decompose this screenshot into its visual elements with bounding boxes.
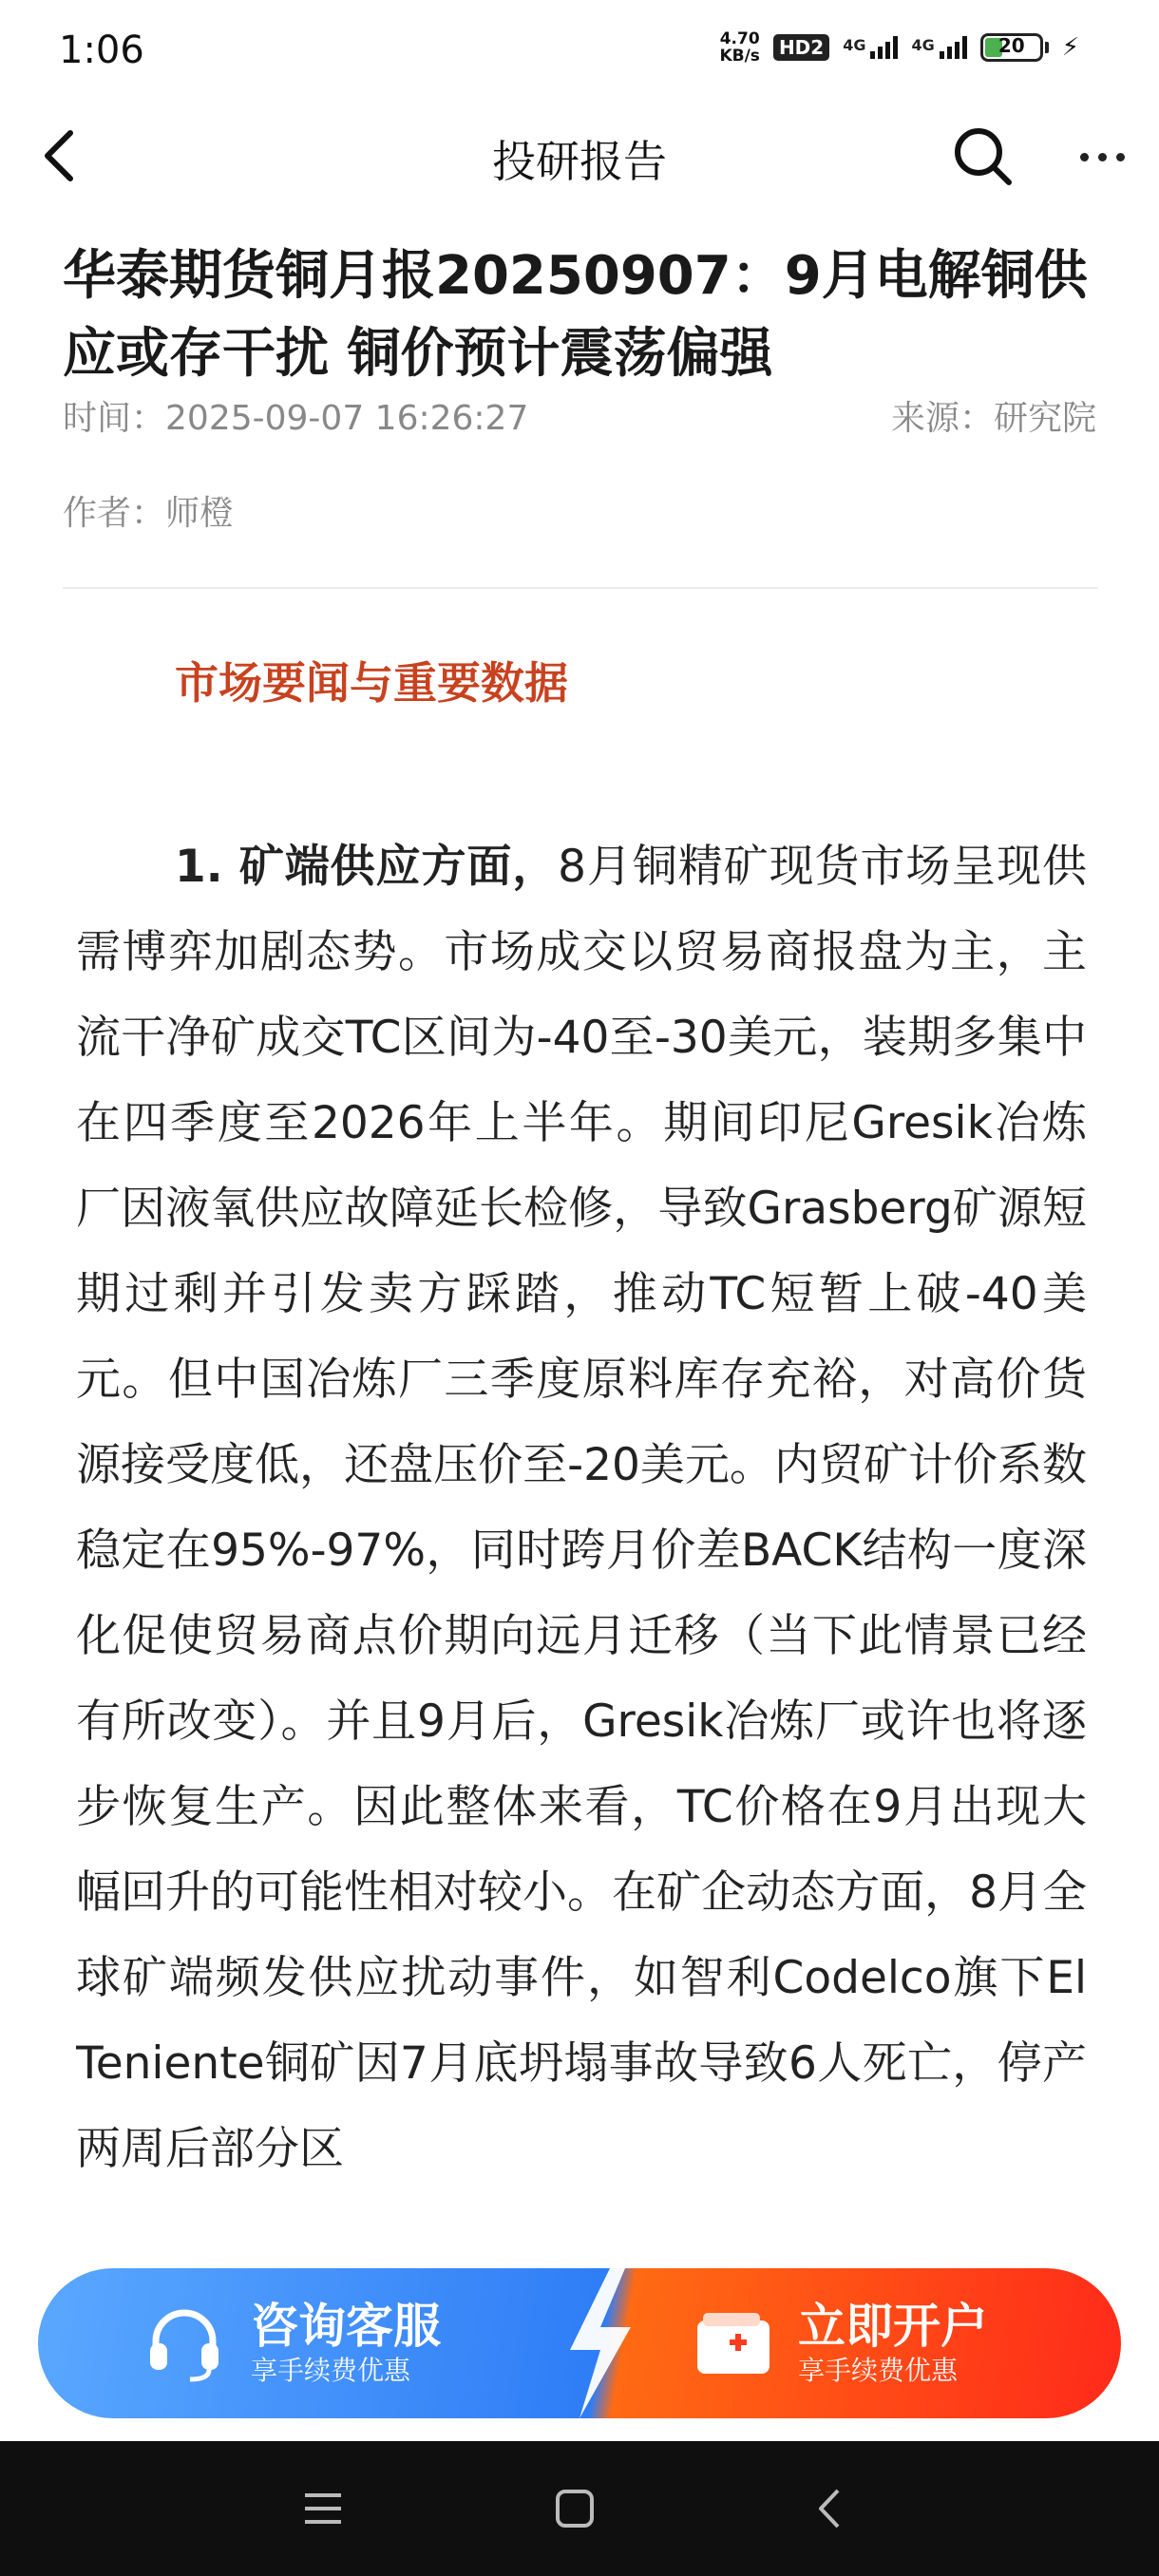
consult-sublabel: 享手续费优惠 — [251, 2355, 411, 2386]
headset-icon — [142, 2301, 226, 2385]
battery-tip — [1045, 42, 1049, 53]
nav-menu-button[interactable] — [290, 2475, 356, 2542]
status-icons — [719, 30, 1079, 65]
divider — [63, 587, 1098, 589]
open-account-button[interactable] — [694, 2268, 988, 2418]
article-author: 作者：师橙 — [63, 494, 235, 533]
back-triangle-icon — [815, 2487, 844, 2530]
search-icon — [950, 123, 1016, 190]
section-title: 市场要闻与重要数据 — [175, 657, 568, 709]
status-bar — [0, 0, 1159, 104]
home-square-icon — [554, 2488, 596, 2529]
open-account-sublabel: 享手续费优惠 — [798, 2355, 959, 2386]
article-source: 来源：研究院 — [890, 399, 1096, 438]
nav-home-button[interactable] — [542, 2475, 608, 2542]
signal-icon-2: 4G — [911, 36, 966, 59]
wallet-icon — [694, 2307, 773, 2379]
article-title: 华泰期货铜月报20250907：9月电解铜供应或存干扰 铜价预计震荡偏强 — [63, 245, 1088, 385]
paragraph-text: 8月铜精矿现货市场呈现供需博弈加剧态势。市场成交以贸易商报盘为主，主流干净矿成交TC区间为-40至-30美元，装期多集中在四季度至2026年上半年。期间印尼Gresik冶炼厂因液氧供应故障延长检修，导致Grasberg矿源短期过剩并引发卖方踩踏，推动TC短暂上破-40美元。但中国冶炼厂三季度原料库存充裕，对高价货源接受度低，还盘压价至-20美元。内贸矿计价系数稳定在95%-97%，同时跨月价差BACK结构一度深化促使贸易商点价期向远月迁移（当下此情景已经有所改变）。并且9月后，Gresik冶炼厂或许也将逐步恢复生产。因此整体来看，TC价格在9月出现大幅回升的可能性相对较小。在矿企动态方面，8月全球矿端频发供应扰动事件，如智利Codelco旗下El Teniente铜矿因7月底坍塌事故导致6人死亡，停产两周后部分区 — [76, 841, 1087, 2175]
system-nav-bar — [0, 2441, 1159, 2576]
more-menu-button[interactable] — [1064, 123, 1140, 190]
status-time: 1:06 — [59, 28, 144, 72]
consult-label: 咨询客服 — [251, 2299, 441, 2354]
charging-icon: ⚡ — [1061, 33, 1079, 62]
hd-voice-icon: HD2 — [773, 34, 829, 61]
open-account-label: 立即开户 — [798, 2299, 988, 2354]
article-time: 时间：2025-09-07 16:26:27 — [63, 399, 529, 438]
menu-icon — [301, 2490, 345, 2528]
app-header — [0, 104, 1159, 209]
battery-icon: 20 — [980, 33, 1043, 62]
paragraph-lead: 1. 矿端供应方面， — [175, 841, 559, 893]
nav-back-button[interactable] — [796, 2475, 863, 2542]
search-button[interactable] — [950, 123, 1016, 190]
network-speed: 4.70 KB/s — [719, 29, 760, 66]
signal-icon: 4G — [843, 36, 898, 59]
cta-banner — [38, 2268, 1121, 2418]
page-title: 投研报告 — [492, 136, 667, 187]
consult-service-button[interactable] — [142, 2268, 441, 2418]
article-body — [76, 824, 1087, 2245]
lightning-divider-icon — [551, 2268, 646, 2418]
more-dots-icon — [1080, 153, 1089, 161]
